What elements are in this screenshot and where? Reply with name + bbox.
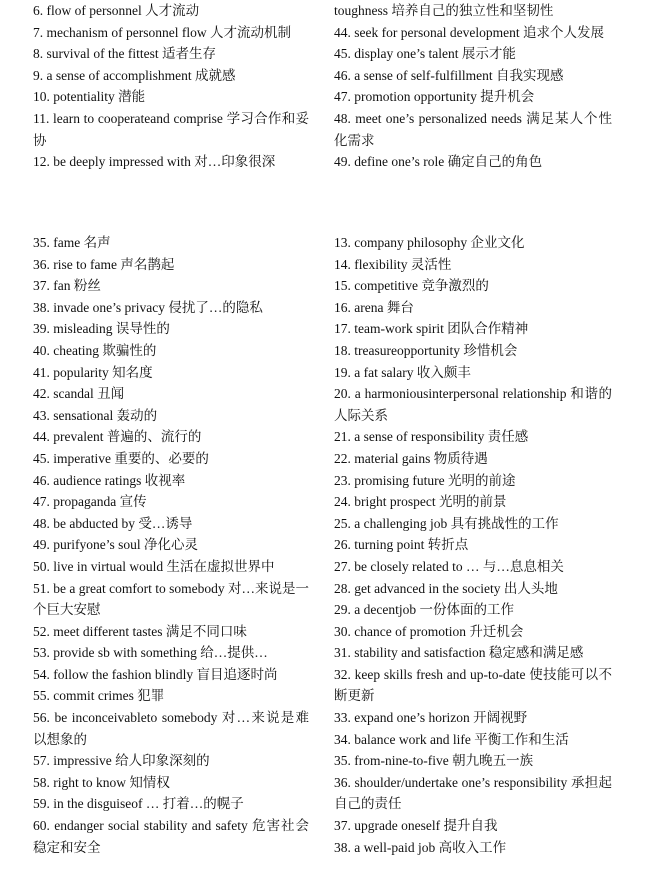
vocab-entry: 13. company philosophy 企业文化 [334, 235, 525, 250]
vocab-column-top-left [33, 0, 309, 173]
vocab-entry: 39. misleading 误导性的 [33, 321, 170, 337]
vocab-entry: 11. learn to cooperateand comprise 学习合作和妥协 [33, 110, 309, 148]
vocab-entry: 31. stability and satisfaction 稳定感和满足感 [334, 645, 584, 661]
vocab-column-bottom-right [334, 232, 612, 858]
vocab-entry: 59. in the disguiseof … 打着…的幌子 [33, 796, 244, 812]
vocab-column-bottom-left [33, 232, 309, 858]
vocab-entry: 15. competitive 竞争激烈的 [334, 278, 489, 294]
vocab-entry: 50. live in virtual would 生活在虚拟世界中 [33, 558, 275, 574]
vocab-entry: 49. define one’s role 确定自己的角色 [334, 154, 543, 170]
vocab-entry: 35. fame 名声 [33, 235, 111, 250]
vocab-entry: 60. endanger social stability and safety 危害社会稳定和安全 [33, 818, 309, 855]
vocab-entry: 40. cheating 欺骗性的 [33, 342, 157, 358]
vocab-entry: 35. from-nine-to-five 朝九晚五一族 [334, 753, 534, 769]
vocab-entry: 30. chance of promotion 升迁机会 [334, 623, 524, 639]
vocab-entry: 41. popularity 知名度 [33, 364, 153, 380]
vocab-entry: 53. provide sb with something 给…提供… [33, 645, 268, 661]
vocab-entry: 26. turning point 转折点 [334, 537, 469, 553]
vocab-entry: 21. a sense of responsibility 责任感 [334, 429, 529, 445]
vocab-entry: 45. imperative 重要的、必要的 [33, 450, 209, 466]
vocab-entry: 37. fan 粉丝 [33, 278, 101, 294]
vocab-entry: 32. keep skills fresh and up-to-date 使技能可以不断更新 [334, 666, 612, 704]
vocab-entry: 38. a well-paid job 高收入工作 [334, 839, 507, 855]
vocab-entry: 48. meet one’s personalized needs 满足某人个性化需求 [334, 110, 612, 148]
vocab-entry: 25. a challenging job 具有挑战性的工作 [334, 515, 559, 531]
vocab-entry: 52. meet different tastes 满足不同口味 [33, 623, 247, 639]
vocab-entry: 20. a harmoniousinterpersonal relationship 和谐的人际关系 [334, 386, 612, 423]
vocab-entry: 38. invade one’s privacy 侵扰了…的隐私 [33, 299, 263, 315]
vocab-entry: 22. material gains 物质待遇 [334, 450, 488, 466]
vocab-entry: 8. survival of the fittest 适者生存 [33, 46, 216, 62]
vocab-entry: 58. right to know 知情权 [33, 774, 170, 790]
vocab-entry: 48. be abducted by 受…诱导 [33, 515, 193, 531]
vocab-entry: 18. treasureopportunity 珍惜机会 [334, 342, 518, 358]
vocab-entry: 16. arena 舞台 [334, 299, 414, 315]
vocab-entry: 49. purifyone’s soul 净化心灵 [33, 537, 198, 553]
vocab-column-top-right [334, 0, 612, 173]
vocab-entry: 34. balance work and life 平衡工作和生活 [334, 731, 569, 747]
vocab-entry: 7. mechanism of personnel flow 人才流动机制 [33, 24, 291, 40]
vocab-entry: 57. impressive 给人印象深刻的 [33, 753, 210, 769]
vocab-entry: 10. potentiality 潜能 [33, 89, 146, 105]
vocab-entry: 46. audience ratings 收视率 [33, 472, 186, 488]
vocab-entry: 51. be a great comfort to somebody 对…来说是一个巨大安慰 [33, 580, 309, 618]
vocab-entry: 56. be inconceivableto somebody 对…来说是难以想象的 [33, 710, 309, 747]
vocab-entry: 36. rise to fame 声名鹊起 [33, 256, 175, 272]
vocab-entry: 55. commit crimes 犯罪 [33, 688, 165, 704]
vocab-entry: 19. a fat salary 收入颇丰 [334, 364, 471, 380]
vocab-entry: 17. team-work spirit 团队合作精神 [334, 321, 529, 337]
vocab-entry: 47. promotion opportunity 提升机会 [334, 89, 535, 105]
vocab-entry: 24. bright prospect 光明的前景 [334, 494, 507, 510]
vocab-entry: 45. display one’s talent 展示才能 [334, 46, 516, 62]
vocab-entry: 47. propaganda 宣传 [33, 494, 147, 510]
vocab-entry: 43. sensational 轰动的 [33, 407, 158, 423]
vocab-entry: 36. shoulder/undertake one’s responsibility 承担起自己的责任 [334, 774, 612, 812]
vocab-entry: 37. upgrade oneself 提升自我 [334, 818, 498, 834]
vocab-entry: 46. a sense of self-fulfillment 自我实现感 [334, 67, 564, 83]
vocab-entry: 6. flow of personnel 人才流动 [33, 3, 200, 18]
vocab-entry: toughness 培养自己的独立性和坚韧性 [334, 3, 554, 18]
vocab-entry: 27. be closely related to … 与…息息相关 [334, 558, 564, 574]
vocab-entry: 44. seek for personal development 追求个人发展 [334, 24, 604, 40]
vocab-entry: 33. expand one’s horizon 开阔视野 [334, 710, 528, 726]
vocab-entry: 44. prevalent 普遍的、流行的 [33, 429, 202, 445]
vocab-entry: 9. a sense of accomplishment 成就感 [33, 67, 236, 83]
vocab-entry: 54. follow the fashion blindly 盲目追逐时尚 [33, 666, 278, 682]
vocab-entry: 14. flexibility 灵活性 [334, 256, 452, 272]
vocab-entry: 29. a decentjob 一份体面的工作 [334, 602, 514, 618]
vocab-entry: 42. scandal 丑闻 [33, 386, 125, 402]
vocab-entry: 12. be deeply impressed with 对…印象很深 [33, 154, 276, 170]
vocab-entry: 23. promising future 光明的前途 [334, 472, 516, 488]
vocab-entry: 28. get advanced in the society 出人头地 [334, 580, 558, 596]
